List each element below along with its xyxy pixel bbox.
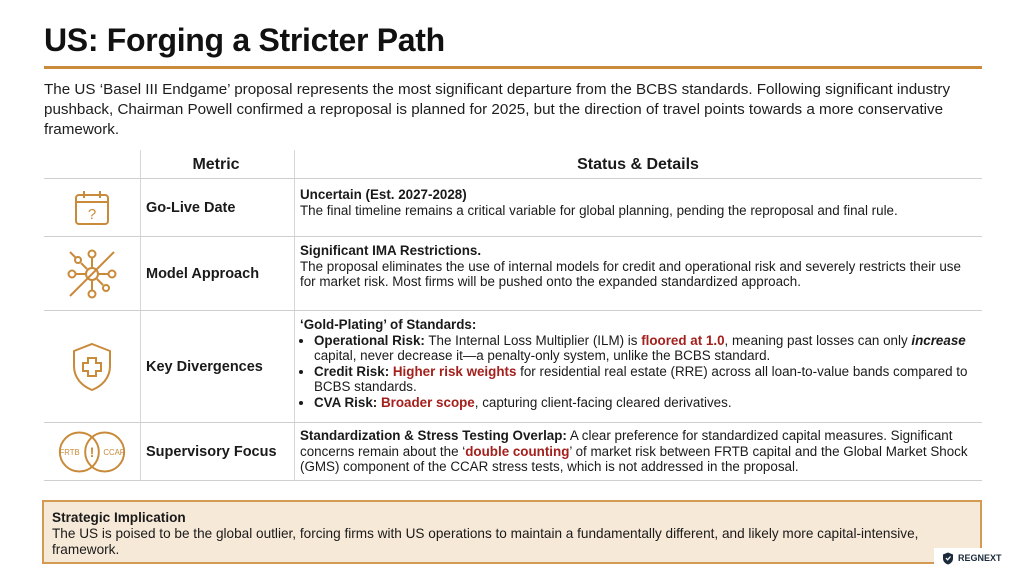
bullet-text: The Internal Loss Multiplier (ILM) is — [424, 332, 642, 348]
brand-logo — [934, 548, 1014, 568]
table-row — [44, 237, 982, 310]
bullet-text: , capturing client-facing cleared derivatives. — [474, 394, 732, 410]
table-row — [44, 311, 982, 422]
details-text: The final timeline remains a critical variable for global planning, pending the reproposal and final rule. — [300, 202, 898, 218]
highlight-text: double counting — [465, 443, 570, 459]
details-text: A clear preference for standardized capital measures. Significant concerns remain about the ‘ — [300, 428, 953, 459]
list-item — [314, 364, 980, 395]
restricted-network-icon — [54, 237, 130, 310]
frtb-label: FRTB — [59, 447, 80, 457]
emphasis-text: increase — [911, 332, 966, 348]
strategic-implication-callout — [42, 500, 982, 564]
calendar-question-icon — [54, 179, 130, 236]
metric-label: Supervisory Focus — [146, 443, 277, 460]
details-cell — [300, 317, 980, 410]
details-text: ’ of market risk between FRTB capital and the Global Market Shock (GMS) component of the CCAR stress tests, which is not addressed in the proposal. — [300, 443, 968, 474]
metric-label: Go-Live Date — [146, 199, 236, 216]
metric-label: Model Approach — [146, 265, 260, 282]
metric-label: Key Divergences — [146, 358, 263, 375]
header-status: Status & Details — [577, 156, 699, 173]
page-title: US: Forging a Stricter Path — [44, 22, 445, 58]
callout-title: Strategic Implication — [52, 510, 186, 525]
details-heading: ‘Gold-Plating’ of Standards: — [300, 317, 477, 332]
details-cell — [300, 428, 980, 475]
details-heading: Standardization & Stress Testing Overlap: — [300, 428, 567, 443]
bullet-list — [300, 333, 980, 411]
svg-text:?: ? — [87, 205, 97, 223]
bullet-label: Credit Risk: — [314, 363, 390, 379]
bullet-label: CVA Risk: — [314, 394, 378, 410]
ccar-label: CCAR — [103, 447, 126, 457]
callout-text: The US is poised to be the global outlier, forcing firms with US operations to maintain a fundamentally different, and likely more capital-intensive, framework. — [52, 526, 919, 557]
list-item — [314, 395, 980, 411]
table-row — [44, 423, 982, 480]
details-cell — [300, 243, 980, 290]
intro-paragraph: The US ‘Basel III Endgame’ proposal represents the most significant departure from the BCBS standards. Following significant industry pushback, Chairman Powell confirmed a reproposal is planned for 2025, but the direction of travel points towards a more conservative framework. — [44, 81, 951, 138]
frtb-ccar-overlap-icon — [54, 423, 130, 480]
highlight-text: floored at 1.0 — [641, 332, 725, 348]
bullet-label: Operational Risk: — [314, 332, 425, 348]
details-heading: Uncertain (Est. 2027-2028) — [300, 187, 467, 202]
logo-shield-icon — [942, 552, 954, 565]
title-underline — [44, 66, 982, 69]
header-metric: Metric — [192, 156, 240, 173]
overlap-mark: ! — [89, 444, 95, 460]
table-row — [44, 179, 982, 236]
bullet-text: capital, never decrease it—a penalty-only system, unlike the BCBS standard. — [314, 348, 771, 363]
logo-text: REGNEXT — [958, 553, 1002, 563]
details-heading: Significant IMA Restrictions. — [300, 243, 482, 258]
details-cell — [300, 187, 980, 218]
highlight-text: Higher risk weights — [392, 363, 517, 379]
shield-plus-icon — [54, 311, 130, 422]
highlight-text: Broader scope — [380, 394, 475, 410]
bullet-text: , meaning past losses can only — [724, 332, 912, 348]
details-text: The proposal eliminates the use of internal models for credit and operational risk and severely restricts their use for market risk. Most firms will be pushed onto the expanded standardized approach. — [300, 258, 961, 289]
bullet-text: for residential real estate (RRE) across all loan-to-value bands compared to BCBS standards. — [314, 363, 968, 394]
list-item — [314, 333, 980, 364]
row-divider — [44, 480, 982, 481]
